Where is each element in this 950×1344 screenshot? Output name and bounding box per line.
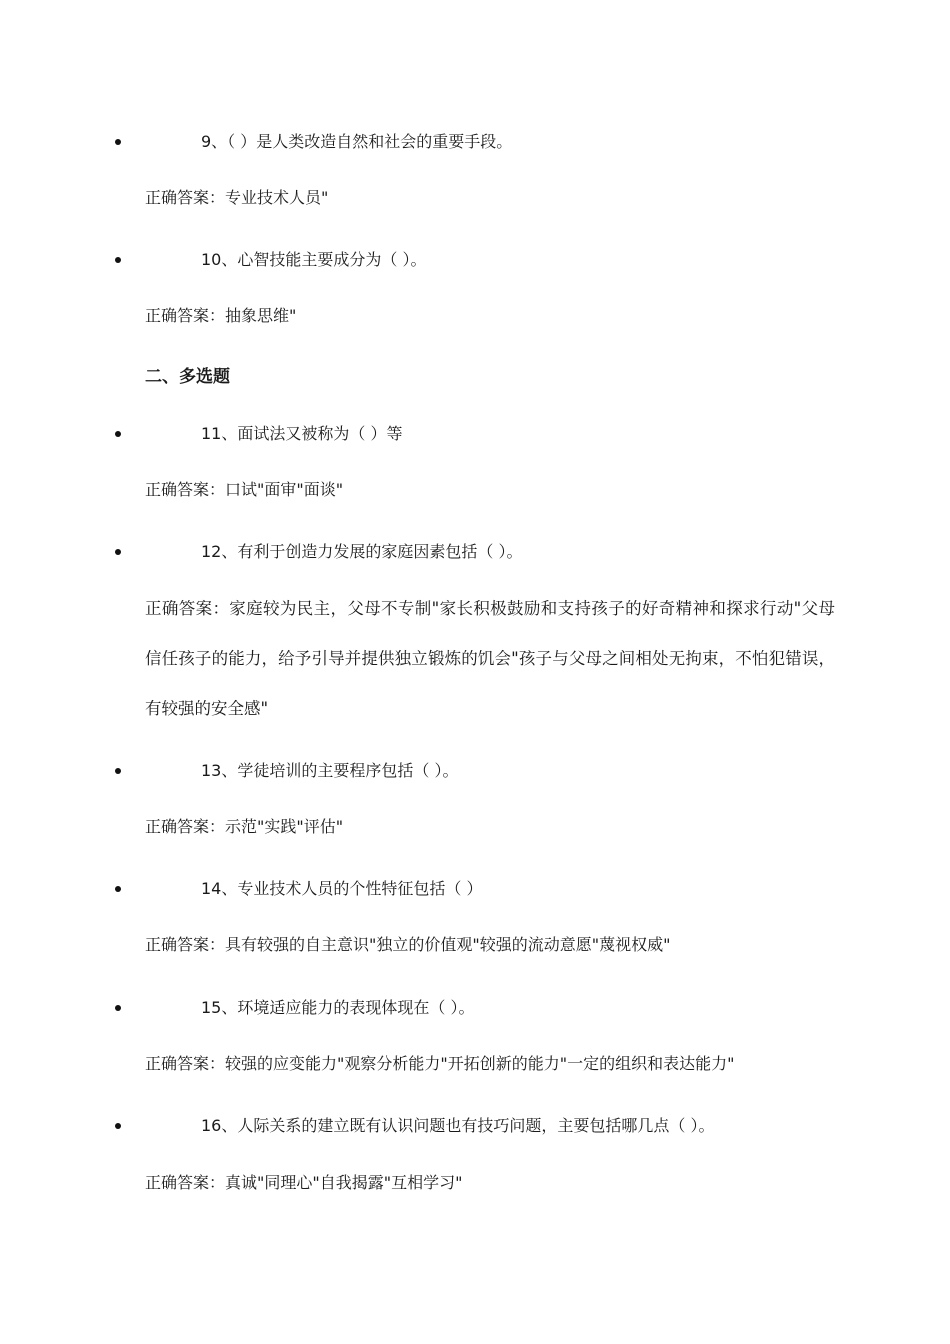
question-text: 9、（ ）是人类改造自然和社会的重要手段。 <box>201 132 513 151</box>
answer-text: 正确答案：家庭较为民主，父母不专制"家长积极鼓励和支持孩子的好奇精神和探求行动"父母信任孩子的能力，给予引导并提供独立锻炼的饥会"孩子与父母之间相处无拘束，不怕犯错误，有较强的安全感" <box>145 599 835 718</box>
question-text: 14、专业技术人员的个性特征包括（ ） <box>201 879 483 898</box>
question-text: 11、面试法又被称为（ ）等 <box>201 424 403 443</box>
bullet-icon <box>115 139 121 145</box>
answer-text: 正确答案：较强的应变能力"观察分析能力"开拓创新的能力"一定的组织和表达能力" <box>145 1054 735 1073</box>
answer-text: 正确答案：口试"面审"面谈" <box>145 480 344 499</box>
bullet-icon <box>115 257 121 263</box>
list-item <box>0 877 950 901</box>
question-text: 16、人际关系的建立既有认识问题也有技巧问题，主要包括哪几点（ ）。 <box>201 1116 715 1135</box>
bullet-icon <box>115 886 121 892</box>
answer-text: 正确答案：专业技术人员" <box>145 188 329 207</box>
bullet-icon <box>115 1123 121 1129</box>
list-item <box>0 1114 950 1138</box>
answer-text: 正确答案：抽象思维" <box>145 306 297 325</box>
answer-text: 正确答案：具有较强的自主意识"独立的价值观"较强的流动意愿"蔑视权威" <box>145 935 671 954</box>
section-heading: 二、多选题 <box>145 367 230 387</box>
list-item <box>0 248 950 272</box>
list-item <box>0 540 950 564</box>
list-item <box>0 130 950 154</box>
bullet-icon <box>115 549 121 555</box>
list-item <box>0 422 950 446</box>
question-text: 10、心智技能主要成分为（ ）。 <box>201 250 427 269</box>
question-text: 15、环境适应能力的表现体现在（ ）。 <box>201 998 475 1017</box>
bullet-icon <box>115 768 121 774</box>
list-item <box>0 996 950 1020</box>
question-text: 12、有利于创造力发展的家庭因素包括（ ）。 <box>201 542 523 561</box>
list-item <box>0 759 950 783</box>
answer-text: 正确答案：示范"实践"评估" <box>145 817 344 836</box>
bullet-icon <box>115 431 121 437</box>
answer-text: 正确答案：真诚"同理心"自我揭露"互相学习" <box>145 1173 463 1192</box>
question-text: 13、学徒培训的主要程序包括（ ）。 <box>201 761 459 780</box>
bullet-icon <box>115 1005 121 1011</box>
